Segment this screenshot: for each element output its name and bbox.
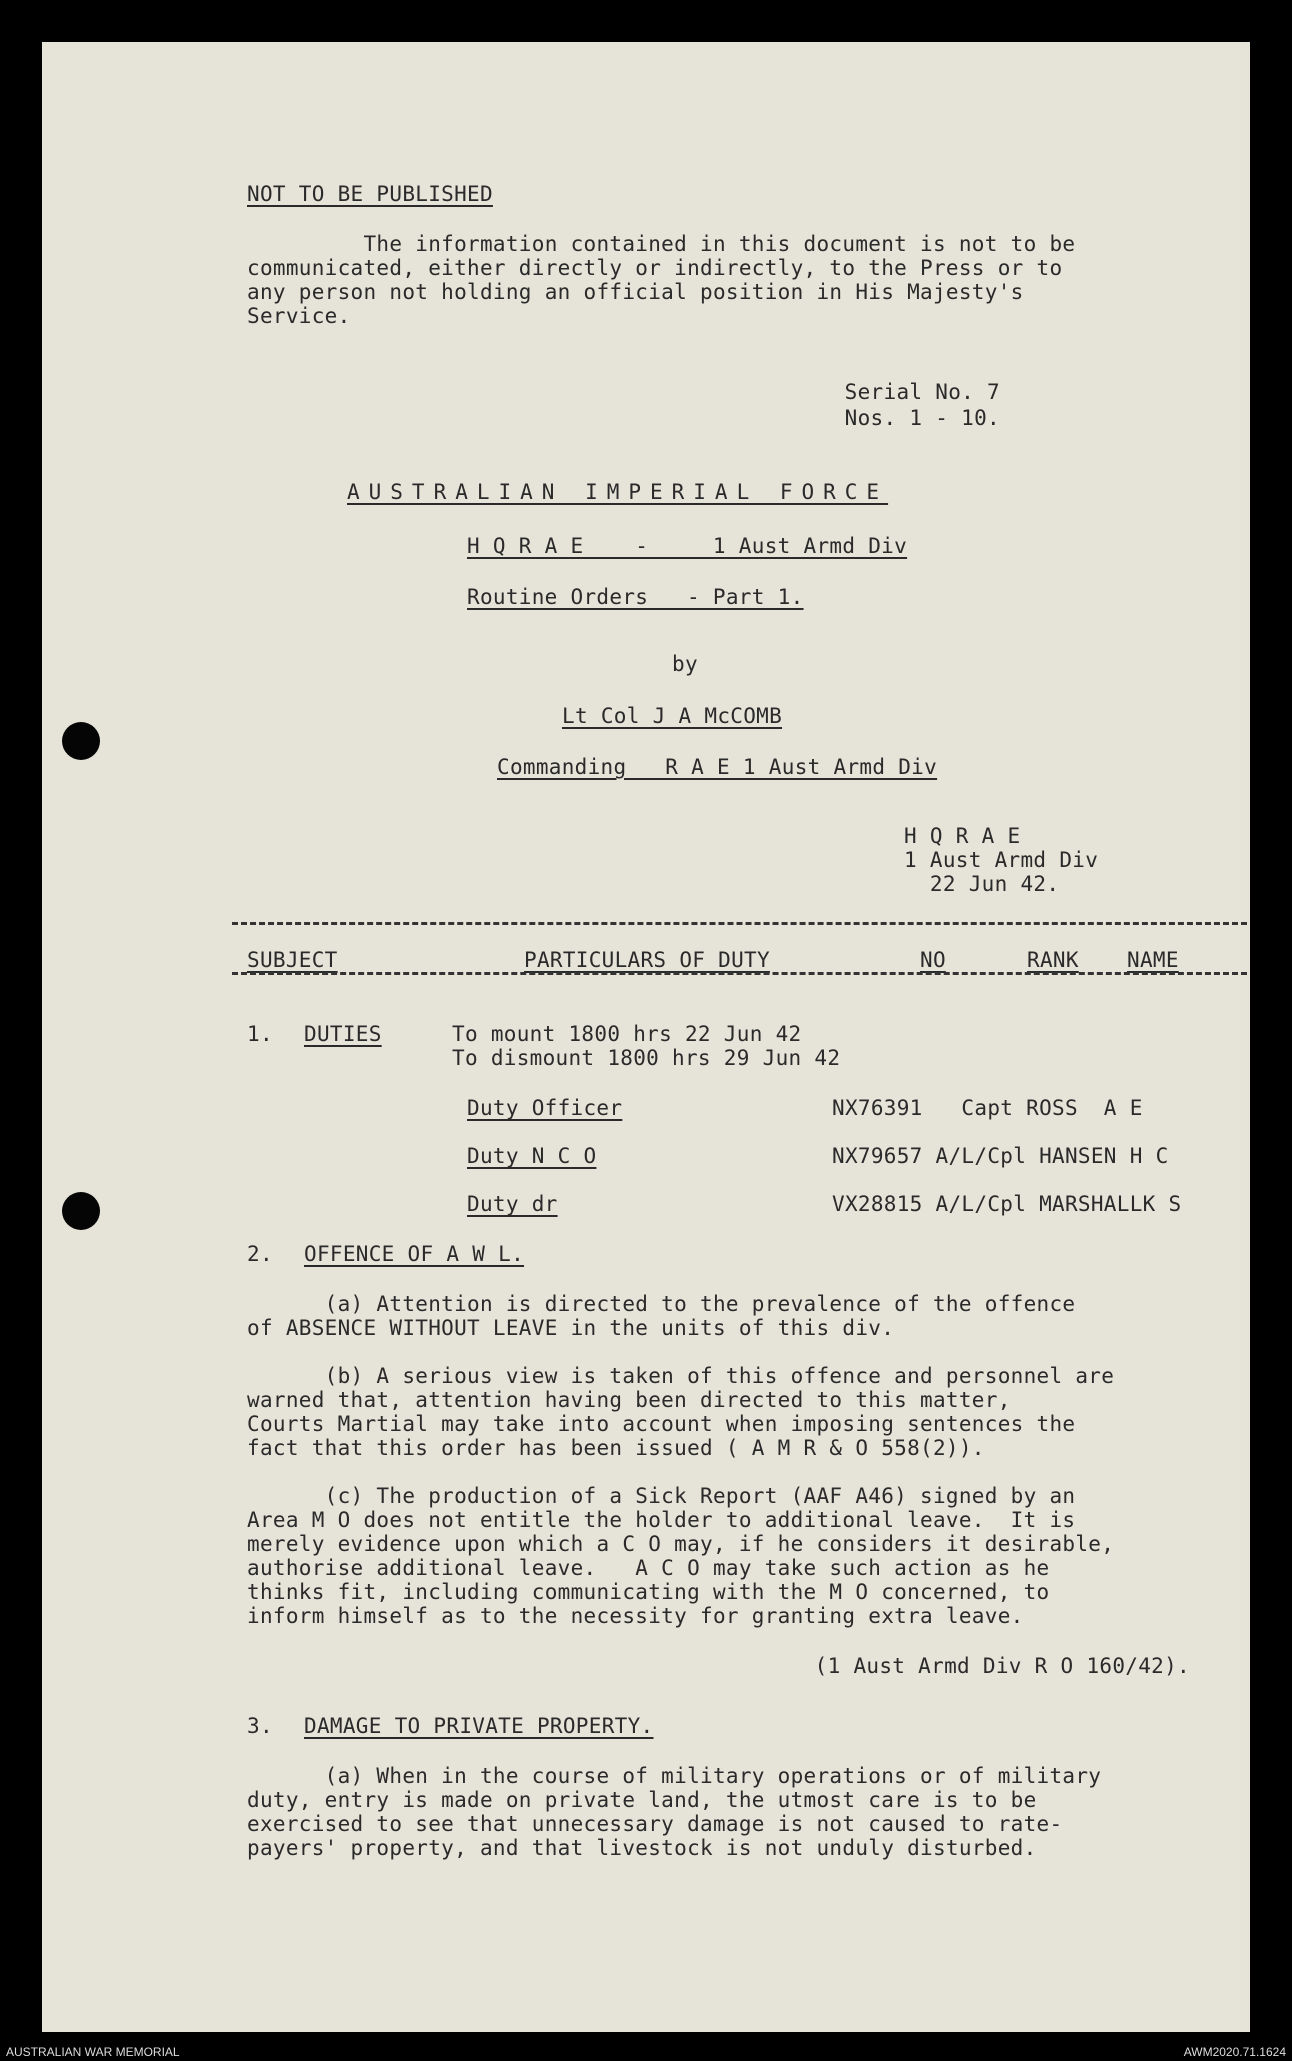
section-heading: DAMAGE TO PRIVATE PROPERTY. [304, 1714, 654, 1738]
paragraph-line: fact that this order has been issued ( A M R & O 558(2)). [247, 1436, 985, 1460]
column-header-no: NO [920, 948, 946, 972]
restriction-heading: NOT TO BE PUBLISHED [247, 182, 493, 206]
column-header-rank: RANK [1027, 948, 1079, 972]
serial-number: Serial No. 7 [844, 380, 1000, 404]
document-page [42, 42, 1250, 2032]
paragraph-line: payers' property, and that livestock is not unduly disturbed. [247, 1836, 1037, 1860]
order-numbers: Nos. 1 - 10. [844, 406, 1000, 430]
section-number: 2. [247, 1242, 273, 1266]
force-title: AUSTRALIAN IMPERIAL FORCE [347, 480, 889, 504]
paragraph-line: merely evidence upon which a C O may, if he considers it desirable, [247, 1532, 1115, 1556]
notice-line: Service. [247, 304, 351, 328]
paragraph-line: duty, entry is made on private land, the utmost care is to be [247, 1788, 1037, 1812]
paragraph-line: Courts Martial may take into account when imposing sentences the [247, 1412, 1076, 1436]
footer-accession-number: AWM2020.71.1624 [1183, 2045, 1286, 2059]
address-line: 1 Aust Armd Div [904, 848, 1099, 872]
duty-detail: NX76391 Capt ROSS A E [832, 1096, 1143, 1120]
duty-role: Duty Officer [467, 1096, 623, 1120]
by-label: by [672, 652, 698, 676]
section-number: 3. [247, 1714, 273, 1738]
section-heading: DUTIES [304, 1022, 382, 1046]
mount-time: To mount 1800 hrs 22 Jun 42 [452, 1022, 802, 1046]
paragraph-line: authorise additional leave. A C O may take such action as he [247, 1556, 1050, 1580]
paragraph-line: warned that, attention having been directed to this matter, [247, 1388, 1011, 1412]
unit-title: H Q R A E - 1 Aust Armd Div [467, 534, 908, 558]
address-line: H Q R A E [904, 824, 1021, 848]
duty-detail: NX79657 A/L/Cpl HANSEN H C [832, 1144, 1169, 1168]
orders-title: Routine Orders - Part 1. [467, 585, 804, 609]
section-number: 1. [247, 1022, 273, 1046]
section-heading: OFFENCE OF A W L. [304, 1242, 525, 1266]
punch-hole [62, 722, 100, 760]
column-header-particulars: PARTICULARS OF DUTY [524, 948, 770, 972]
paragraph-line: (a) Attention is directed to the prevalence of the offence [247, 1292, 1076, 1316]
paragraph-line: thinks fit, including communicating with the M O concerned, to [247, 1580, 1050, 1604]
notice-line: The information contained in this document is not to be [247, 232, 1076, 256]
address-line: 22 Jun 42. [904, 872, 1060, 896]
paragraph-line: of ABSENCE WITHOUT LEAVE in the units of this div. [247, 1316, 895, 1340]
commanding-officer: Lt Col J A McCOMB [562, 704, 783, 728]
duty-role: Duty N C O [467, 1144, 597, 1168]
paragraph-line: inform himself as to the necessity for granting extra leave. [247, 1604, 1024, 1628]
notice-line: any person not holding an official position in His Majesty's [247, 280, 1024, 304]
paragraph-line: (a) When in the course of military operations or of military [247, 1764, 1102, 1788]
footer-credit: AUSTRALIAN WAR MEMORIAL [6, 2045, 180, 2059]
notice-line: communicated, either directly or indirectly, to the Press or to [247, 256, 1063, 280]
dismount-time: To dismount 1800 hrs 29 Jun 42 [452, 1046, 841, 1070]
duty-detail: VX28815 A/L/Cpl MARSHALLK S [832, 1192, 1182, 1216]
order-reference: (1 Aust Armd Div R O 160/42). [814, 1654, 1190, 1678]
paragraph-line: Area M O does not entitle the holder to additional leave. It is [247, 1508, 1076, 1532]
divider-rule [232, 922, 1247, 925]
divider-rule [232, 972, 1247, 975]
paragraph-line: (b) A serious view is taken of this offence and personnel are [247, 1364, 1115, 1388]
column-header-name: NAME [1127, 948, 1179, 972]
column-header-subject: SUBJECT [247, 948, 338, 972]
duty-role: Duty dr [467, 1192, 558, 1216]
paragraph-line: exercised to see that unnecessary damage is not caused to rate- [247, 1812, 1063, 1836]
punch-hole [62, 1192, 100, 1230]
commanding-unit: Commanding R A E 1 Aust Armd Div [497, 755, 938, 779]
paragraph-line: (c) The production of a Sick Report (AAF A46) signed by an [247, 1484, 1076, 1508]
